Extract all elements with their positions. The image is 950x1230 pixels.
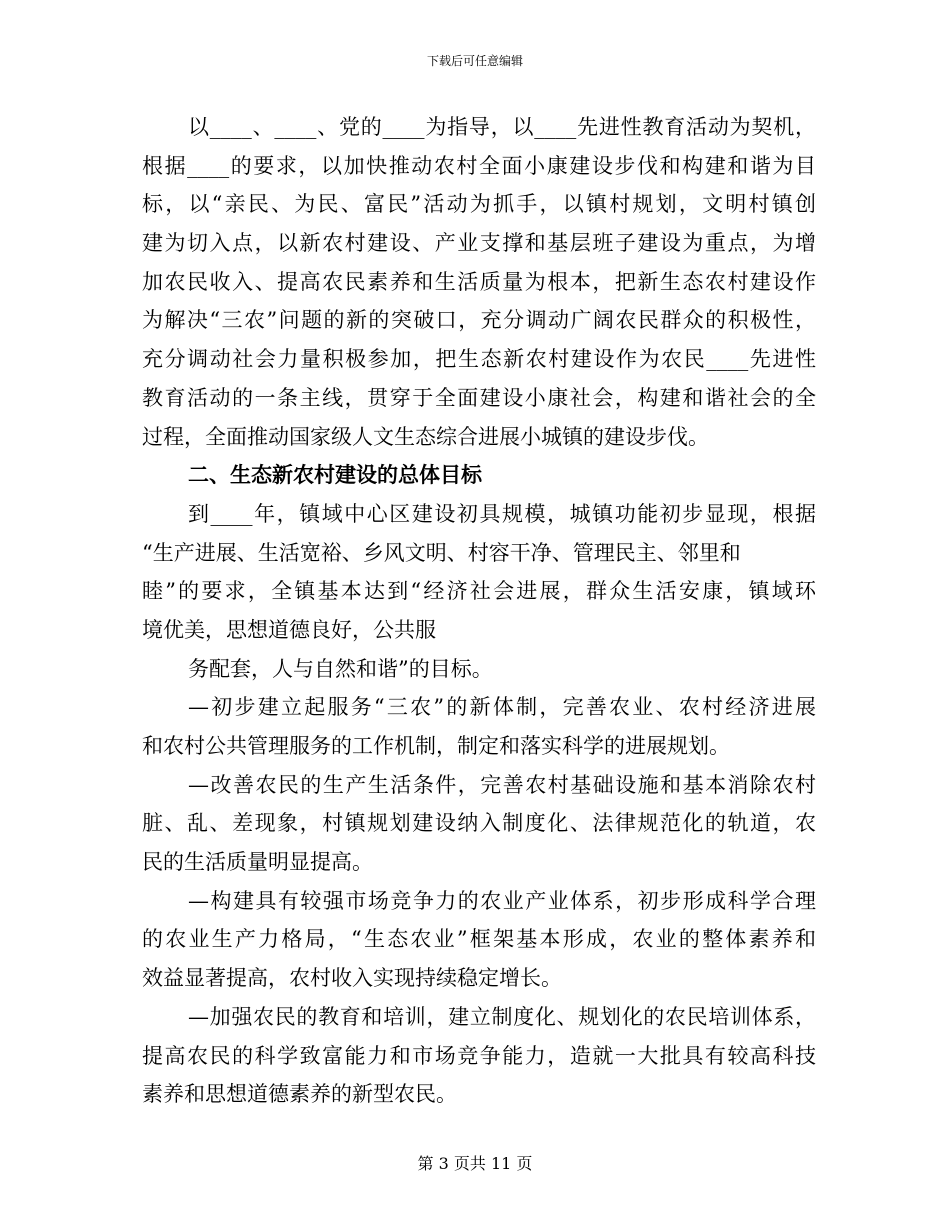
text-line: 根据____的要求，以加快推动农村全面小康建设步伐和构建和谐为目	[142, 153, 816, 178]
text-line: 标，以“亲民、为民、富民”活动为抓手，以镇村规划，文明村镇创	[142, 192, 816, 217]
goal-item-industry	[142, 882, 816, 998]
page-header: 下载后可任意编辑	[426, 54, 523, 68]
text-line: “生产进展、生活宽裕、乡风文明、村容干净、管理民主、邻里和	[142, 540, 741, 565]
text-line: 境优美，思想道德良好，公共服	[142, 617, 436, 642]
text-line: —构建具有较强市场竞争力的农业产业体系，初步形成科学合理	[188, 888, 816, 913]
document-body	[142, 108, 816, 1114]
text-line: 加农民收入、提高农民素养和生活质量为根本，把新生态农村建设作	[142, 269, 816, 294]
text-line: 的农业生产力格局，“生态农业”框架基本形成，农业的整体素养和	[142, 927, 816, 952]
text-line: 提高农民的科学致富能力和市场竞争能力，造就一大批具有较高科技	[142, 1043, 816, 1068]
text-line: —改善农民的生产生活条件，完善农村基础设施和基本消除农村	[188, 772, 816, 797]
text-line: 教育活动的一条主线，贯穿于全面建设小康社会，构建和谐社会的全	[142, 385, 816, 410]
text-line: 以____、____、党的____为指导，以____先进性教育活动为契机，	[188, 115, 816, 139]
text-line: 过程，全面推动国家级人文生态综合进展小城镇的建设步伐。	[142, 424, 709, 449]
text-line: —加强农民的教育和培训，建立制度化、规划化的农民培训体系，	[188, 1004, 816, 1029]
paragraph-intro	[142, 108, 816, 456]
text-line: —初步建立起服务“三农”的新体制，完善农业、农村经济进展	[188, 695, 816, 720]
text-line: 民的生活质量明显提高。	[142, 850, 373, 875]
text-line: 建为切入点，以新农村建设、产业支撑和基层班子建设为重点，为增	[142, 231, 816, 256]
text-line: 素养和思想道德素养的新型农民。	[142, 1082, 457, 1107]
text-line: 和农村公共管理服务的工作机制，制定和落实科学的进展规划。	[142, 734, 730, 758]
text-line: 脏、乱、差现象，村镇规划建设纳入制度化、法律规范化的轨道，农	[142, 811, 816, 836]
text-line: 务配套，人与自然和谐”的目标。	[188, 656, 493, 681]
goal-item-education	[142, 998, 816, 1114]
text-line: 效益显著提高，农村收入实现持续稳定增长。	[142, 966, 562, 991]
paragraph-goal	[142, 495, 816, 650]
text-line: 到____年，镇域中心区建设初具规模，城镇功能初步显现，根据	[188, 501, 816, 526]
section-heading	[142, 456, 816, 495]
paragraph-goal-continued	[142, 650, 816, 689]
section-heading-text: 二、生态新农村建设的总体目标	[188, 462, 482, 488]
page-number: 第 3 页共 11 页	[417, 1154, 533, 1173]
goal-item-living-conditions	[142, 766, 816, 882]
text-line: 充分调动社会力量积极参加，把生态新农村建设作为农民____先进性	[142, 347, 816, 372]
text-line: 睦”的要求，全镇基本达到“经济社会进展，群众生活安康，镇域环	[142, 579, 816, 604]
text-line: 为解决“三农”问题的新的突破口，充分调动广阔农民群众的积极性，	[142, 308, 816, 333]
goal-item-system	[142, 688, 816, 765]
